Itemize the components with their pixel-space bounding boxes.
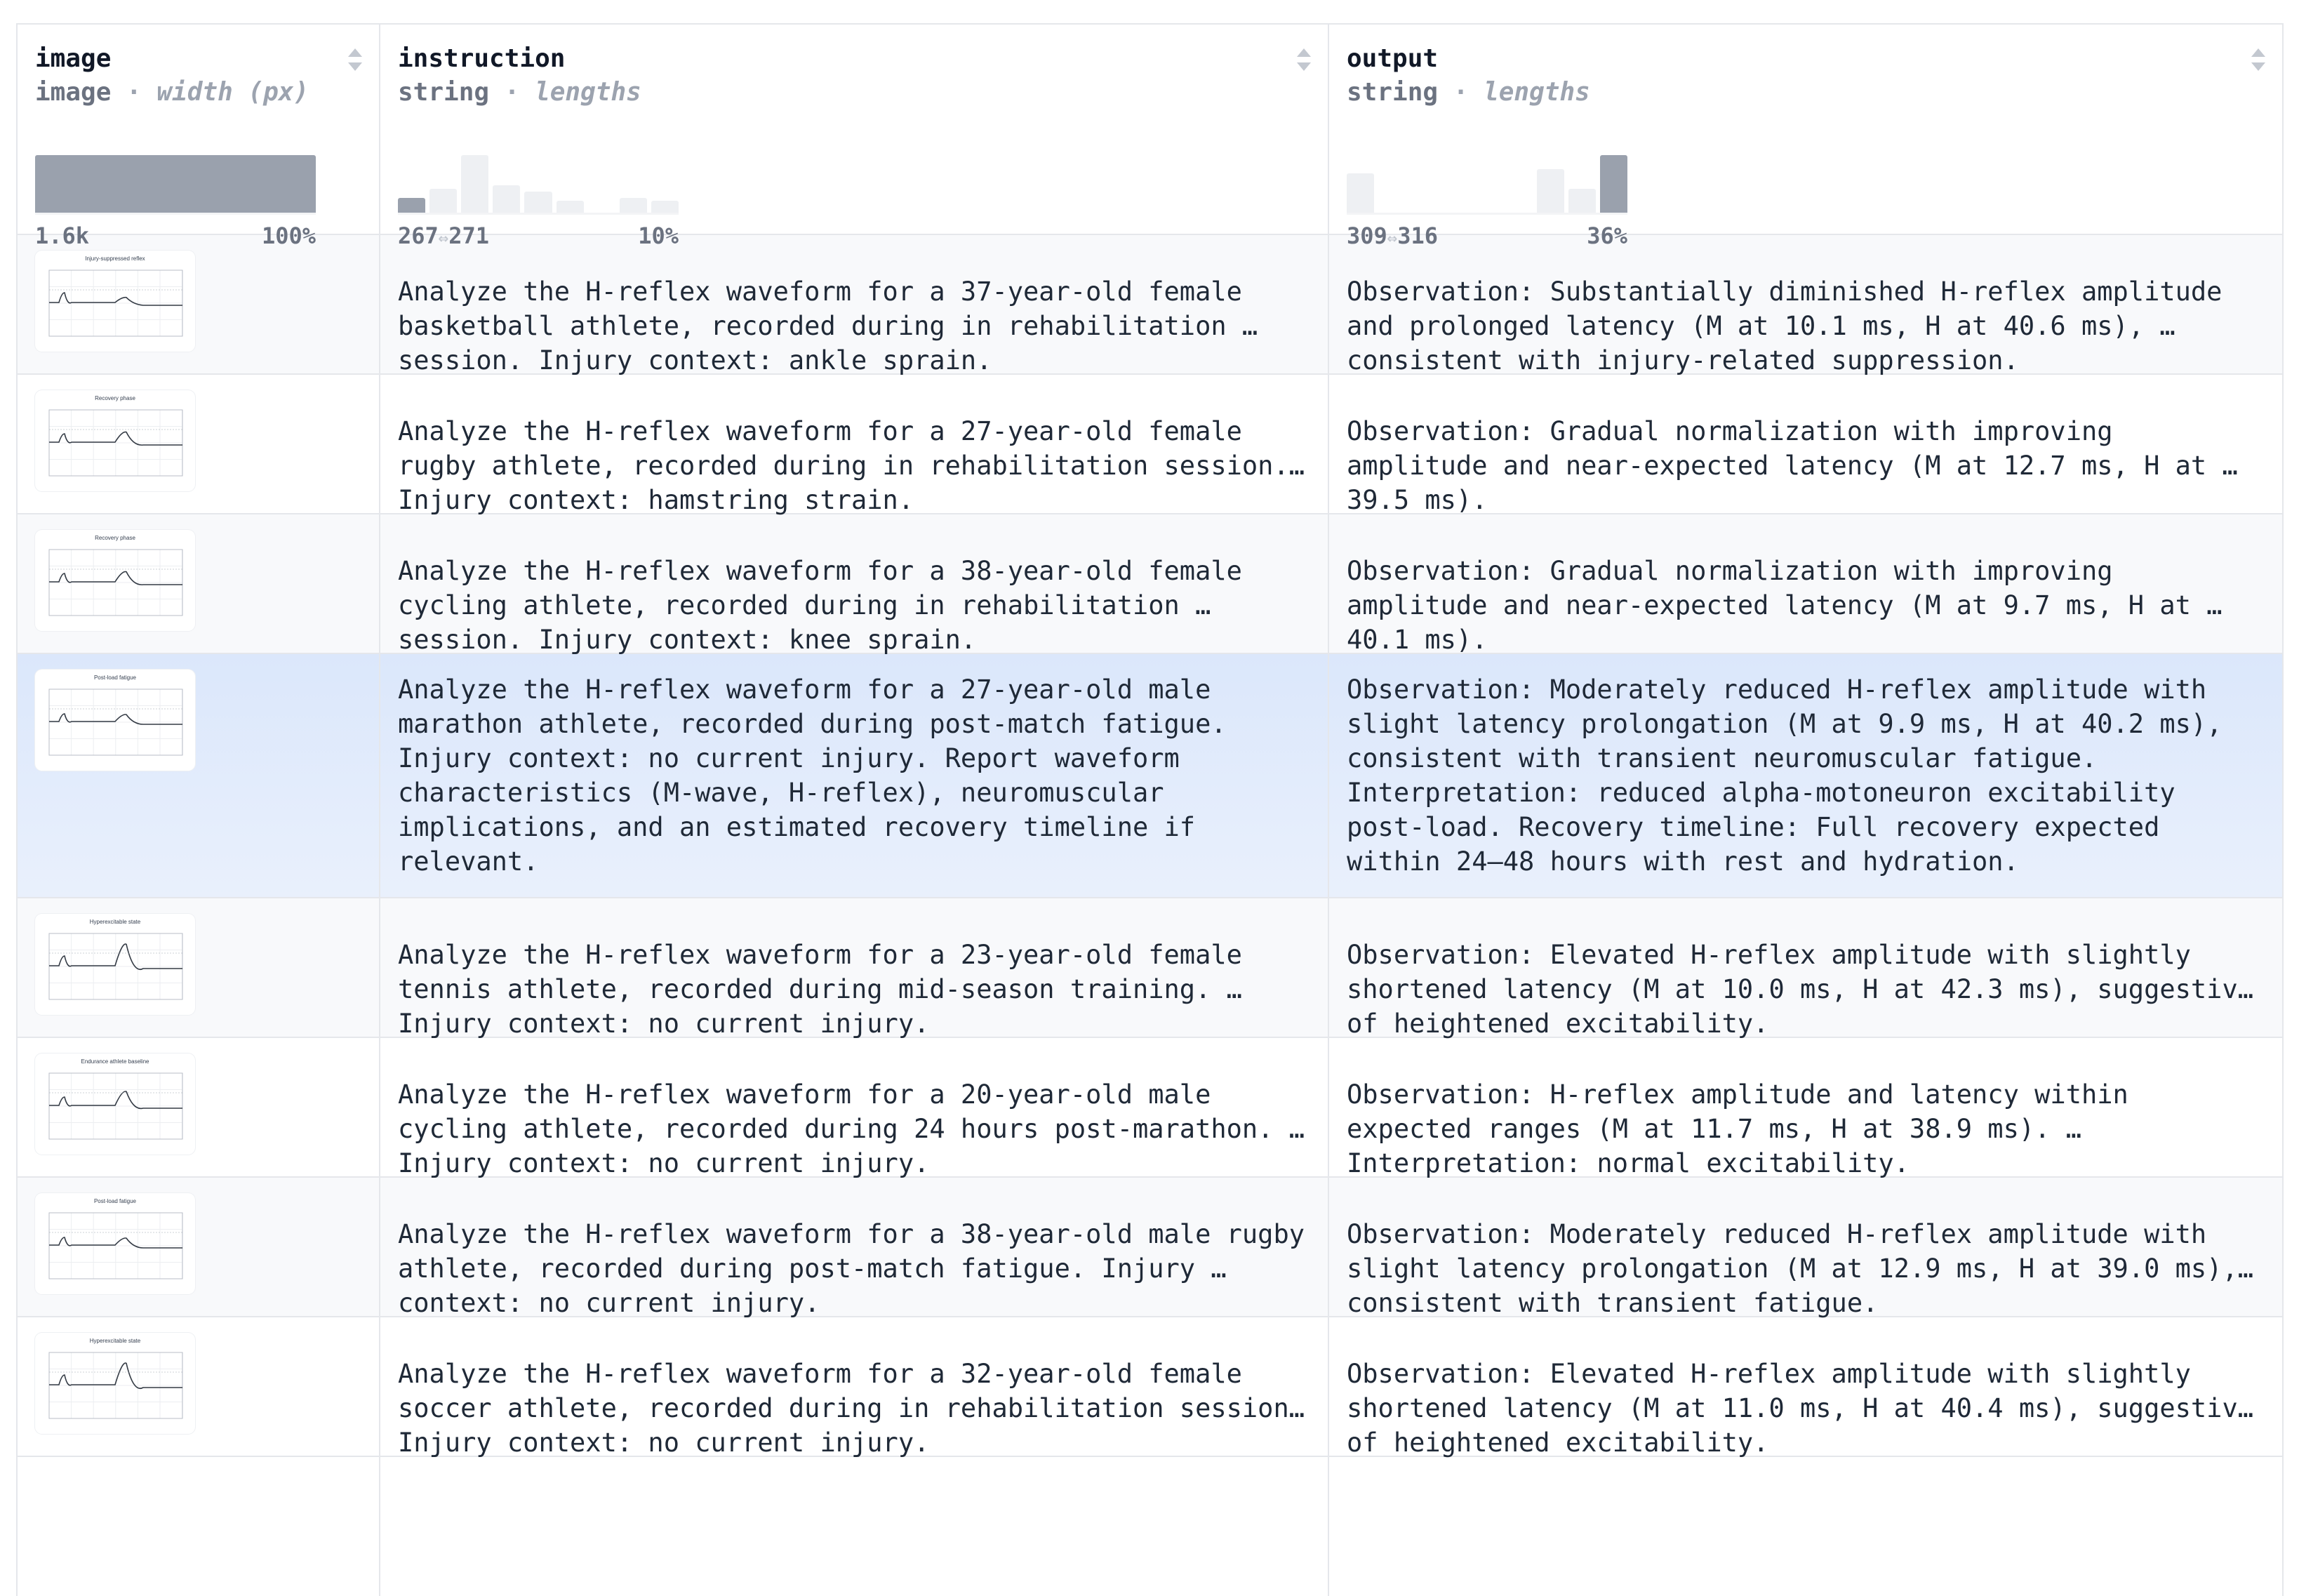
histogram-bar[interactable] <box>398 198 425 213</box>
output-text: Observation: Substantially diminished H-reflex amplitude and prolonged latency (M at 10.1 ms, H at 40.6 ms), consistent with injury-related suppression. <box>1347 277 2238 375</box>
sort-icon[interactable] <box>2248 46 2268 74</box>
column-name: output <box>1347 44 1439 73</box>
image-cell[interactable] <box>17 1177 380 1317</box>
thumbnail-title: Injury-suppressed reflex <box>85 255 145 262</box>
histogram-range: 309⇔316 <box>1347 222 1439 249</box>
instruction-cell[interactable] <box>380 1037 1328 1177</box>
histogram-bar[interactable] <box>620 198 647 213</box>
instruction-cell <box>380 1456 1328 1596</box>
thumbnail-title: Endurance athlete baseline <box>81 1058 149 1065</box>
column-header-instruction[interactable] <box>380 24 1328 249</box>
histogram-percent: 100% <box>261 222 316 249</box>
instruction-text: Analyze the H-reflex waveform for a 38-year-old male rugby athlete, recorded during post-match fatigue. Injury context: no current injury. <box>398 1219 1321 1318</box>
image-cell[interactable] <box>17 653 380 898</box>
column-stat-label: lengths <box>1484 78 1590 107</box>
instruction-cell[interactable] <box>380 653 1328 898</box>
histogram-bar[interactable] <box>1600 155 1627 213</box>
image-cell[interactable] <box>17 374 380 514</box>
histogram-range: 1.6k <box>35 222 90 249</box>
image-cell[interactable] <box>17 234 380 374</box>
output-text: Observation: Moderately reduced H-reflex amplitude with slight latency prolongation (M at 9.9 ms, H at 40.2 ms), consistent with transient neuromuscular fatigue. Interpretation: reduced alpha-motoneuron excitability post-load. Recovery timeline: Full recovery expected within 24–48 hours with rest and hydration. <box>1347 674 2238 877</box>
thumbnail-title: Post-load fatigue <box>93 674 137 681</box>
histogram-footer <box>398 222 679 249</box>
sort-icon[interactable] <box>1294 46 1314 74</box>
output-cell[interactable] <box>1328 374 2283 514</box>
instruction-cell[interactable] <box>380 234 1328 374</box>
column-dtype: image <box>35 78 112 107</box>
output-cell[interactable] <box>1328 1037 2283 1177</box>
instruction-cell[interactable] <box>380 898 1328 1037</box>
instruction-cell[interactable] <box>380 514 1328 653</box>
instruction-text: Analyze the H-reflex waveform for a 38-year-old female cycling athlete, recorded during in rehabilitation session. Injury context: knee sprain. <box>398 556 1258 655</box>
instruction-text: Analyze the H-reflex waveform for a 32-year-old female soccer athlete, recorded during in rehabilitation session. Injury context: no current injury. <box>398 1359 1321 1458</box>
column-stat-label: lengths <box>535 78 641 107</box>
histogram-footer <box>1347 222 1627 249</box>
thumbnail-title: Recovery phase <box>95 395 135 401</box>
dataset-viewer <box>16 23 2282 1497</box>
range-arrow-icon: ⇔ <box>1387 228 1398 248</box>
waveform-thumbnail[interactable] <box>35 1333 195 1434</box>
waveform-chart-icon <box>35 251 195 352</box>
waveform-thumbnail[interactable] <box>35 530 195 631</box>
range-arrow-icon: ⇔ <box>438 228 449 248</box>
thumbnail-title: Post-load fatigue <box>93 1198 137 1204</box>
instruction-text: Analyze the H-reflex waveform for a 23-year-old female tennis athlete, recorded during mid-season training. Injury context: no current injury. <box>398 940 1258 1039</box>
image-cell[interactable] <box>17 514 380 653</box>
instruction-cell[interactable] <box>380 1317 1328 1456</box>
waveform-thumbnail[interactable] <box>35 670 195 771</box>
instruction-cell[interactable] <box>380 374 1328 514</box>
output-cell[interactable] <box>1328 653 2283 898</box>
table-row[interactable] <box>17 1177 2283 1317</box>
waveform-chart-icon <box>35 1333 195 1434</box>
table-row[interactable] <box>17 514 2283 653</box>
output-cell[interactable] <box>1328 898 2283 1037</box>
table-row[interactable] <box>17 653 2283 898</box>
waveform-thumbnail[interactable] <box>35 390 195 491</box>
table-row[interactable] <box>17 898 2283 1037</box>
table-body <box>17 234 2283 1596</box>
histogram-bar[interactable] <box>1537 169 1564 213</box>
waveform-chart-icon <box>35 914 195 1015</box>
column-type: string · lengths <box>1347 78 1590 107</box>
waveform-chart-icon <box>35 390 195 491</box>
waveform-thumbnail[interactable] <box>35 1193 195 1294</box>
sort-icon[interactable] <box>345 46 365 74</box>
output-text: Observation: Moderately reduced H-reflex amplitude with slight latency prolongation (M at 12.9 ms, H at 39.0 ms), consistent with transient fatigue. <box>1347 1219 2254 1318</box>
dataset-table <box>16 23 2284 1596</box>
histogram-percent: 36% <box>1587 222 1627 249</box>
output-cell[interactable] <box>1328 1177 2283 1317</box>
histogram-bar[interactable] <box>493 185 520 213</box>
waveform-thumbnail[interactable] <box>35 251 195 352</box>
output-text: Observation: Gradual normalization with improving amplitude and near-expected latency (M at 9.7 ms, H at 40.1 ms). <box>1347 556 2207 655</box>
output-text: Observation: H-reflex amplitude and latency within expected ranges (M at 11.7 ms, H at 38.9 ms). Interpretation: normal excitability. <box>1347 1079 2145 1178</box>
instruction-text: Analyze the H-reflex waveform for a 20-year-old male cycling athlete, recorded during 24 hours post-marathon. Injury context: no current injury. <box>398 1079 1289 1178</box>
waveform-chart-icon <box>35 1053 195 1155</box>
column-dtype: string <box>398 78 490 107</box>
waveform-thumbnail[interactable] <box>35 1053 195 1155</box>
column-header-output[interactable] <box>1328 24 2283 249</box>
instruction-cell[interactable] <box>380 1177 1328 1317</box>
table-row-partial <box>17 1456 2283 1596</box>
waveform-chart-icon <box>35 530 195 631</box>
output-text: Observation: Elevated H-reflex amplitude with slightly shortened latency (M at 11.0 ms, H at 40.4 ms), suggestive of heightened excitability. <box>1347 1359 2270 1458</box>
thumbnail-title: Hyperexcitable state <box>89 1338 141 1344</box>
column-dtype: string <box>1347 78 1439 107</box>
table-row[interactable] <box>17 1037 2283 1177</box>
table-row[interactable] <box>17 374 2283 514</box>
image-cell[interactable] <box>17 1037 380 1177</box>
output-cell[interactable] <box>1328 1317 2283 1456</box>
waveform-chart-icon <box>35 1193 195 1294</box>
thumbnail-title: Hyperexcitable state <box>89 919 141 925</box>
histogram-bars <box>35 130 316 215</box>
column-histogram[interactable] <box>1347 130 1627 215</box>
histogram-bar[interactable] <box>461 155 488 213</box>
column-stat-label: width (px) <box>156 78 309 107</box>
instruction-text: Analyze the H-reflex waveform for a 27-year-old male marathon athlete, recorded during post-match fatigue. Injury context: no current injury. Report waveform characteristics (M-wave, H-reflex), neuromuscular implications, and an estimated recovery timeline if relevant. <box>398 674 1242 877</box>
output-cell[interactable] <box>1328 514 2283 653</box>
output-cell <box>1328 1456 2283 1596</box>
thumbnail-title: Recovery phase <box>95 535 135 541</box>
column-histogram[interactable] <box>35 130 316 215</box>
histogram-bar[interactable] <box>557 201 584 213</box>
instruction-text: Analyze the H-reflex waveform for a 37-year-old female basketball athlete, recorded during in rehabilitation session. Injury context: ankle sprain. <box>398 277 1258 375</box>
waveform-chart-icon <box>35 670 195 771</box>
histogram-range: 267⇔271 <box>398 222 490 249</box>
instruction-text: Analyze the H-reflex waveform for a 27-year-old female rugby athlete, recorded during in rehabilitation session. Injury context: hamstring strain. <box>398 416 1305 515</box>
column-histogram[interactable] <box>398 130 679 215</box>
waveform-thumbnail[interactable] <box>35 914 195 1015</box>
image-cell[interactable] <box>17 898 380 1037</box>
column-name: instruction <box>398 44 566 73</box>
histogram-bar[interactable] <box>35 155 316 213</box>
image-cell <box>17 1456 380 1596</box>
column-header-image[interactable] <box>17 24 380 249</box>
histogram-bars <box>1347 130 1627 215</box>
histogram-bar[interactable] <box>1568 189 1596 213</box>
header-row <box>17 24 2283 234</box>
histogram-percent: 10% <box>638 222 679 249</box>
table-row[interactable] <box>17 234 2283 374</box>
table-row[interactable] <box>17 1317 2283 1456</box>
histogram-footer <box>35 222 316 249</box>
histogram-bars <box>398 130 679 215</box>
output-text: Observation: Elevated H-reflex amplitude with slightly shortened latency (M at 10.0 ms, H at 42.3 ms), suggestive of heightened excitability. <box>1347 940 2270 1039</box>
histogram-bar[interactable] <box>429 189 457 213</box>
image-cell[interactable] <box>17 1317 380 1456</box>
histogram-bar[interactable] <box>1347 173 1374 213</box>
column-name: image <box>35 44 112 73</box>
column-type: string · lengths <box>398 78 641 107</box>
output-cell[interactable] <box>1328 234 2283 374</box>
column-type: image · width (px) <box>35 78 309 107</box>
histogram-bar[interactable] <box>651 201 679 213</box>
histogram-bar[interactable] <box>524 192 552 213</box>
output-text: Observation: Gradual normalization with improving amplitude and near-expected latency (M at 12.7 ms, H at 39.5 ms). <box>1347 416 2223 515</box>
